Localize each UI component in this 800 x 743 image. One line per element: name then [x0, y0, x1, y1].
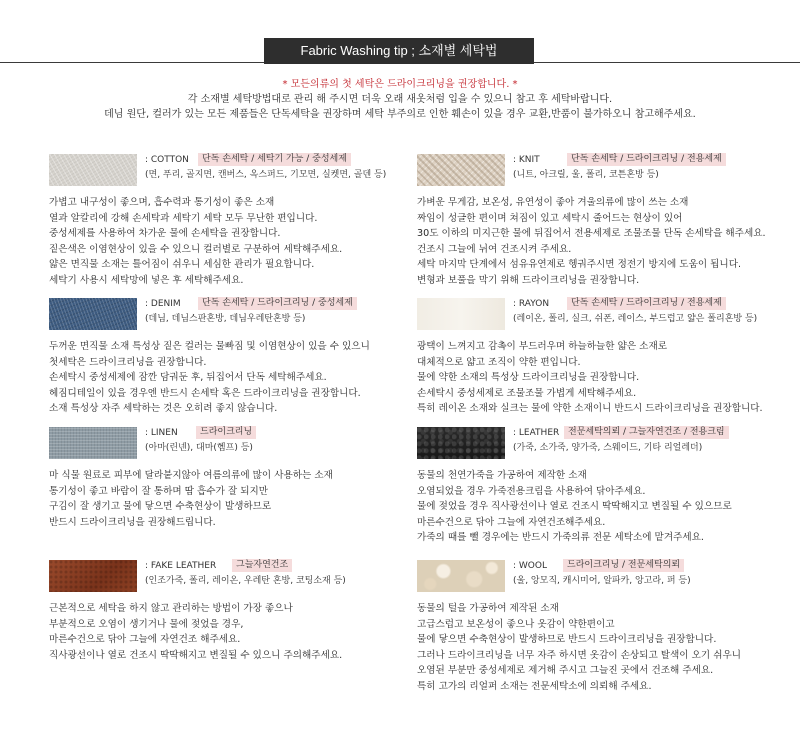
rayon-swatch-image: [417, 298, 505, 330]
linen-swatch-image: [49, 427, 137, 459]
care-line: 구김이 잘 생기고 물에 닿으면 수축현상이 발생하므로: [49, 501, 272, 512]
care-line: 반드시 드라이크리닝을 권장해드립니다.: [49, 516, 216, 528]
page-title: Fabric Washing tip ; 소재별 세탁법: [264, 38, 534, 64]
leather-swatch-image: [417, 427, 505, 459]
care-line: 물에 젖었을 경우 직사광선이나 열로 건조시 딱딱해지고 변질될 수 있으므로: [417, 501, 732, 512]
care-line: 변형과 보풀을 막기 위해 드라이크리닝을 권장합니다.: [417, 274, 640, 286]
care-line: 오염되었을 경우 가죽전용크림을 사용하여 닦아주세요.: [417, 485, 646, 497]
care-tags: 단독 손세탁 / 드라이크리닝 / 중성세제: [198, 297, 357, 310]
care-line: 동물의 털을 가공하여 제작된 소재: [417, 603, 559, 614]
care-tags: 단독 손세탁 / 드라이크리닝 / 전용세제: [567, 297, 726, 310]
fabric-name: : WOOL: [513, 561, 547, 571]
care-line: 세탁기 사용시 세탁망에 넣은 후 세탁해주세요.: [49, 274, 244, 286]
care-line: 그러나 드라이크리닝을 너무 자주 하시면 옷감이 손상되고 탈색이 오기 쉬우니: [417, 649, 742, 661]
care-line: 얇은 면직물 소재는 틀어짐이 쉬우니 세심한 관리가 필요합니다.: [49, 259, 315, 270]
care-line: 대체적으로 얇고 조직이 약한 편입니다.: [417, 356, 581, 368]
care-line: 오염된 부분만 중성세제로 제거해 주시고 그늘진 곳에서 건조해 주세요.: [417, 665, 714, 676]
care-description: [49, 195, 342, 288]
care-line: 고급스럽고 보온성이 좋으나 옷감이 약한편이고: [417, 618, 615, 630]
care-line: 첫세탁은 드라이크리닝을 권장합니다.: [49, 356, 207, 368]
material-list: (울, 앙모직, 캐시미어, 알파카, 앙고라, 퍼 등): [513, 576, 691, 586]
care-line: 손세탁시 중성세제에 잠깐 담궈둔 후, 뒤집어서 단독 세탁해주세요.: [49, 372, 327, 383]
care-line: 특히 고가의 리얼퍼 소재는 전문세탁소에 의뢰해 주세요.: [417, 680, 652, 692]
material-list: (니트, 아크릴, 울, 폴리, 코튼혼방 등): [513, 170, 659, 180]
care-line: 가죽의 때를 뺄 경우에는 반드시 가죽의류 전문 세탁소에 맡겨주세요.: [417, 532, 704, 543]
dry-clean-notice: * 모든의류의 첫 세탁은 드라이크리닝을 권장합니다. *: [282, 79, 518, 90]
fabric-name: : RAYON: [513, 299, 550, 309]
care-line: 직사광선이나 열로 건조시 딱딱해지고 변질될 수 있으니 주의해주세요.: [49, 649, 343, 661]
care-tags: 단독 손세탁 / 드라이크리닝 / 전용세제: [567, 153, 726, 166]
fabric-name: : LEATHER: [513, 428, 560, 438]
care-tags: 전문세탁의뢰 / 그늘자연건조 / 전용크림: [564, 426, 729, 439]
care-line: 마른수건으로 닦아 그늘에 자연건조해주세요.: [417, 516, 606, 528]
care-line: 소재 특성상 자주 세탁하는 것은 오히려 좋지 않습니다.: [49, 403, 278, 414]
fabric-name: : COTTON: [145, 155, 189, 165]
care-line: 헤짐디테일이 있을 경우엔 반드시 손세탁 혹은 드라이크리닝을 권장합니다.: [49, 387, 361, 399]
care-line: 광택이 느껴지고 감촉이 부드러우며 하늘하늘한 얇은 소재로: [417, 341, 667, 352]
care-description: [417, 339, 763, 417]
care-line: 근본적으로 세탁을 하지 않고 관리하는 방법이 가장 좋으나: [49, 603, 293, 614]
care-tags: 드라이크리닝: [196, 426, 256, 439]
care-line: 두꺼운 면직물 소재 특성상 짙은 컬러는 물빠짐 및 이염현상이 있을 수 있으니: [49, 341, 370, 352]
care-line: 30도 이하의 미지근한 물에 뒤집어서 전용세제로 조물조물 단독 손세탁을 해주세요.: [417, 228, 766, 239]
care-line: 가볍고 내구성이 좋으며, 흡수력과 통기성이 좋은 소재: [49, 197, 275, 208]
care-line: 건조시 그늘에 뉘여 건조시켜 주세요.: [417, 243, 572, 255]
material-list: (가죽, 소가죽, 양가죽, 스웨이드, 기타 리얼레더): [513, 443, 703, 453]
care-description: [417, 468, 732, 546]
care-line: 마 식물 원료로 피부에 달라붙지않아 여름의류에 많이 사용하는 소재: [49, 470, 333, 481]
care-line: 물에 닿으면 수축현상이 발생하므로 반드시 드라이크리닝을 권장합니다.: [417, 634, 717, 645]
material-list: (면, 푸리, 골지면, 캔버스, 옥스퍼드, 기모면, 실켓면, 골덴 등): [145, 170, 387, 180]
care-line: 통기성이 좋고 바람이 잘 통하며 땀 흡수가 잘 되지만: [49, 485, 269, 497]
care-line: 동물의 천연가죽을 가공하여 제작한 소재: [417, 470, 587, 481]
material-list: (인조가죽, 폴리, 레이온, 우레탄 혼방, 코팅소재 등): [145, 576, 346, 586]
care-line: 짙은색은 이염현상이 있을 수 있으니 컬러별로 구분하여 세탁해주세요.: [49, 243, 343, 255]
care-line: 특히 레이온 소재와 실크는 물에 약한 소재이니 반드시 드라이크리닝을 권장합니다.: [417, 403, 763, 414]
denim-swatch-image: [49, 298, 137, 330]
wool-swatch-image: [417, 560, 505, 592]
fabric-name: : FAKE LEATHER: [145, 561, 217, 571]
fabric-name: : DENIM: [145, 299, 181, 309]
care-description: [49, 601, 342, 663]
knit-swatch-image: [417, 154, 505, 186]
care-description: [49, 468, 333, 530]
care-tags: 단독 손세탁 / 세탁기 가능 / 중성세제: [198, 153, 351, 166]
care-line: 세탁 마지막 단계에서 섬유유연제로 헹궈주시면 정전기 방지에 도움이 됩니다.: [417, 259, 742, 270]
fabric-name: : LINEN: [145, 428, 178, 438]
care-tags: 드라이크리닝 / 전문세탁의뢰: [563, 559, 684, 572]
care-line: 짜임이 성글한 편이며 쳐짐이 있고 세탁시 줄어드는 현상이 있어: [417, 212, 683, 224]
care-line: 가벼운 무게감, 보온성, 유연성이 좋아 겨울의류에 많이 쓰는 소재: [417, 197, 689, 208]
intro-line-2: 데님 원단, 컬러가 있는 모든 제품들은 단독세탁을 권장하며 세탁 부주의로 인한 훼손이 있을 경우 교환,반품이 불가하오니 참고해주세요.: [104, 109, 696, 120]
care-line: 손세탁시 중성세제로 조물조물 가볍게 세탁해주세요.: [417, 387, 637, 399]
care-line: 중성세제를 사용하여 차가운 물에 손세탁을 권장합니다.: [49, 228, 281, 239]
care-tags: 그늘자연건조: [232, 559, 292, 572]
title-rule-right: [534, 62, 800, 63]
title-rule-left: [0, 62, 264, 63]
care-line: 마른수건으로 닦아 그늘에 자연건조 해주세요.: [49, 634, 241, 645]
care-line: 열과 알칼리에 강해 손세탁과 세탁기 세탁 모두 무난한 편입니다.: [49, 212, 318, 224]
material-list: (레이온, 폴리, 실크, 쉬폰, 레이스, 부드럽고 얇은 폴리혼방 등): [513, 314, 758, 324]
intro-line-1: 각 소재별 세탁방법대로 관리 해 주시면 더욱 오래 새옷처럼 입을 수 있으니 참고 후 세탁바랍니다.: [187, 94, 613, 105]
material-list: (데님, 데님스판혼방, 데님우레탄혼방 등): [145, 314, 306, 324]
care-line: 물에 약한 소재의 특성상 드라이크리닝을 권장합니다.: [417, 372, 640, 383]
fabric-name: : KNIT: [513, 155, 540, 165]
care-description: [417, 195, 766, 288]
care-description: [49, 339, 370, 417]
cotton-swatch-image: [49, 154, 137, 186]
material-list: (아마(린넨), 대마(헴프) 등): [145, 443, 253, 453]
care-description: [417, 601, 741, 694]
care-line: 부분적으로 오염이 생기거나 물에 젖었을 경우,: [49, 618, 244, 630]
fake-leather-swatch-image: [49, 560, 137, 592]
